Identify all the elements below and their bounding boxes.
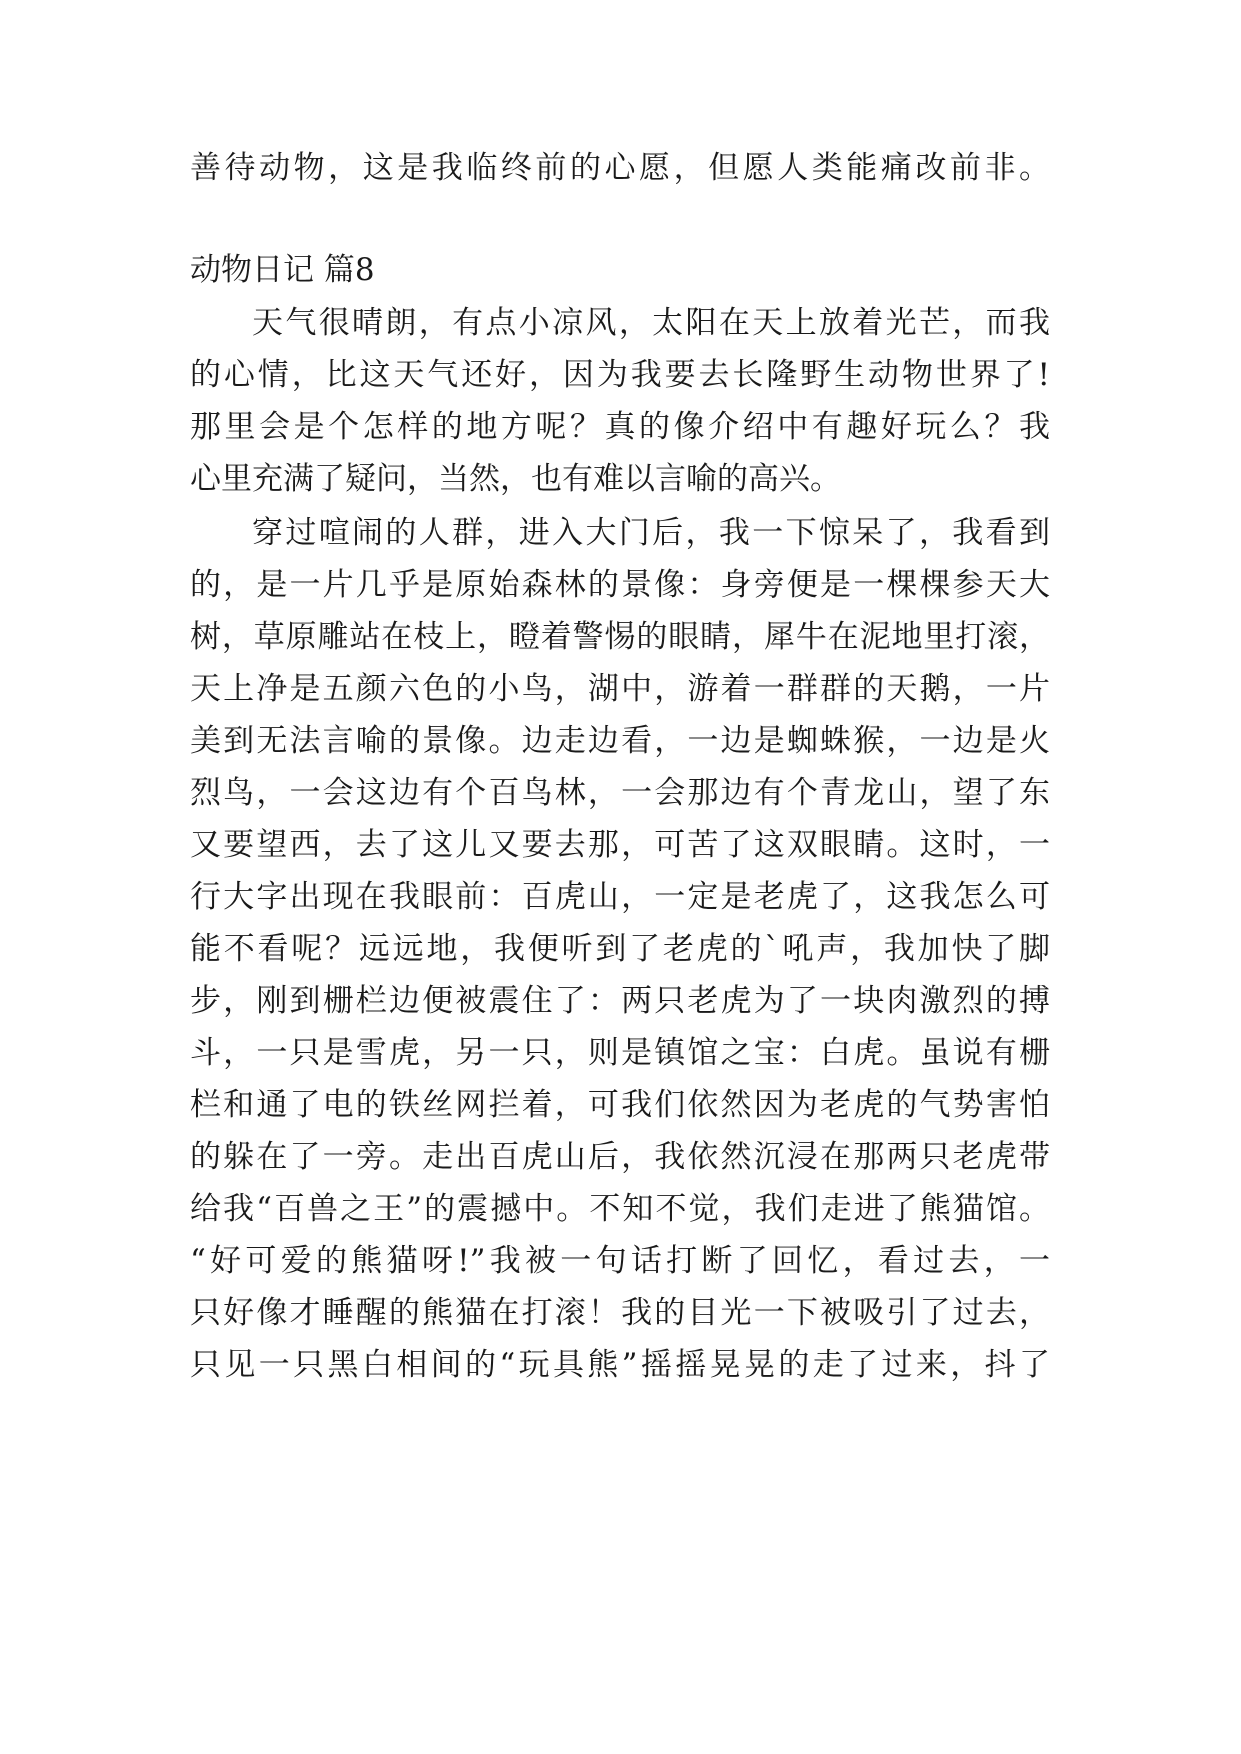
paragraph-line: 天上净是五颜六色的小鸟，湖中，游着一群群的天鹅，一片: [190, 671, 1050, 707]
paragraph-line: 给我“百兽之王”的震撼中。不知不觉，我们走进了熊猫馆。: [190, 1191, 1050, 1227]
intro-line: 善待动物，这是我临终前的心愿，但愿人类能痛改前非。: [190, 150, 1050, 186]
paragraph-line: 只好像才睡醒的熊猫在打滚！我的目光一下被吸引了过去，: [190, 1295, 1050, 1331]
paragraph-line: 的躲在了一旁。走出百虎山后，我依然沉浸在那两只老虎带: [190, 1139, 1050, 1175]
paragraph-line: 斗，一只是雪虎，另一只，则是镇馆之宝：白虎。虽说有栅: [190, 1035, 1050, 1071]
paragraph-line: 穿过喧闹的人群，进入大门后，我一下惊呆了，我看到: [252, 515, 1050, 551]
paragraph-line: 栏和通了电的铁丝网拦着，可我们依然因为老虎的气势害怕: [190, 1087, 1050, 1123]
paragraph-line: 只见一只黑白相间的“玩具熊”摇摇晃晃的走了过来，抖了: [190, 1347, 1050, 1383]
paragraph-line: 天气很晴朗，有点小凉风，太阳在天上放着光芒，而我: [252, 305, 1050, 341]
paragraph-line: 能不看呢？远远地，我便听到了老虎的`吼声，我加快了脚: [190, 931, 1050, 967]
paragraph-line: 烈鸟，一会这边有个百鸟林，一会那边有个青龙山，望了东: [190, 775, 1050, 811]
paragraph-line: 心里充满了疑问，当然，也有难以言喻的高兴。: [190, 461, 841, 497]
paragraph-line: 那里会是个怎样的地方呢？真的像介绍中有趣好玩么？我: [190, 409, 1050, 445]
paragraph-line: 步，刚到栅栏边便被震住了：两只老虎为了一块肉激烈的搏: [190, 983, 1050, 1019]
paragraph-line: 树，草原雕站在枝上，瞪着警惕的眼睛，犀牛在泥地里打滚，: [190, 619, 1050, 655]
paragraph-line: “好可爱的熊猫呀!”我被一句话打断了回忆，看过去，一: [190, 1243, 1050, 1279]
paragraph-line: 的，是一片几乎是原始森林的景像：身旁便是一棵棵参天大: [190, 567, 1050, 603]
section-title: 动物日记 篇8: [190, 252, 375, 288]
paragraph-line: 的心情，比这天气还好，因为我要去长隆野生动物世界了!: [190, 357, 1050, 393]
paragraph-line: 美到无法言喻的景像。边走边看，一边是蜘蛛猴，一边是火: [190, 723, 1050, 759]
paragraph-line: 行大字出现在我眼前：百虎山，一定是老虎了，这我怎么可: [190, 879, 1050, 915]
paragraph-line: 又要望西，去了这儿又要去那，可苦了这双眼睛。这时，一: [190, 827, 1050, 863]
